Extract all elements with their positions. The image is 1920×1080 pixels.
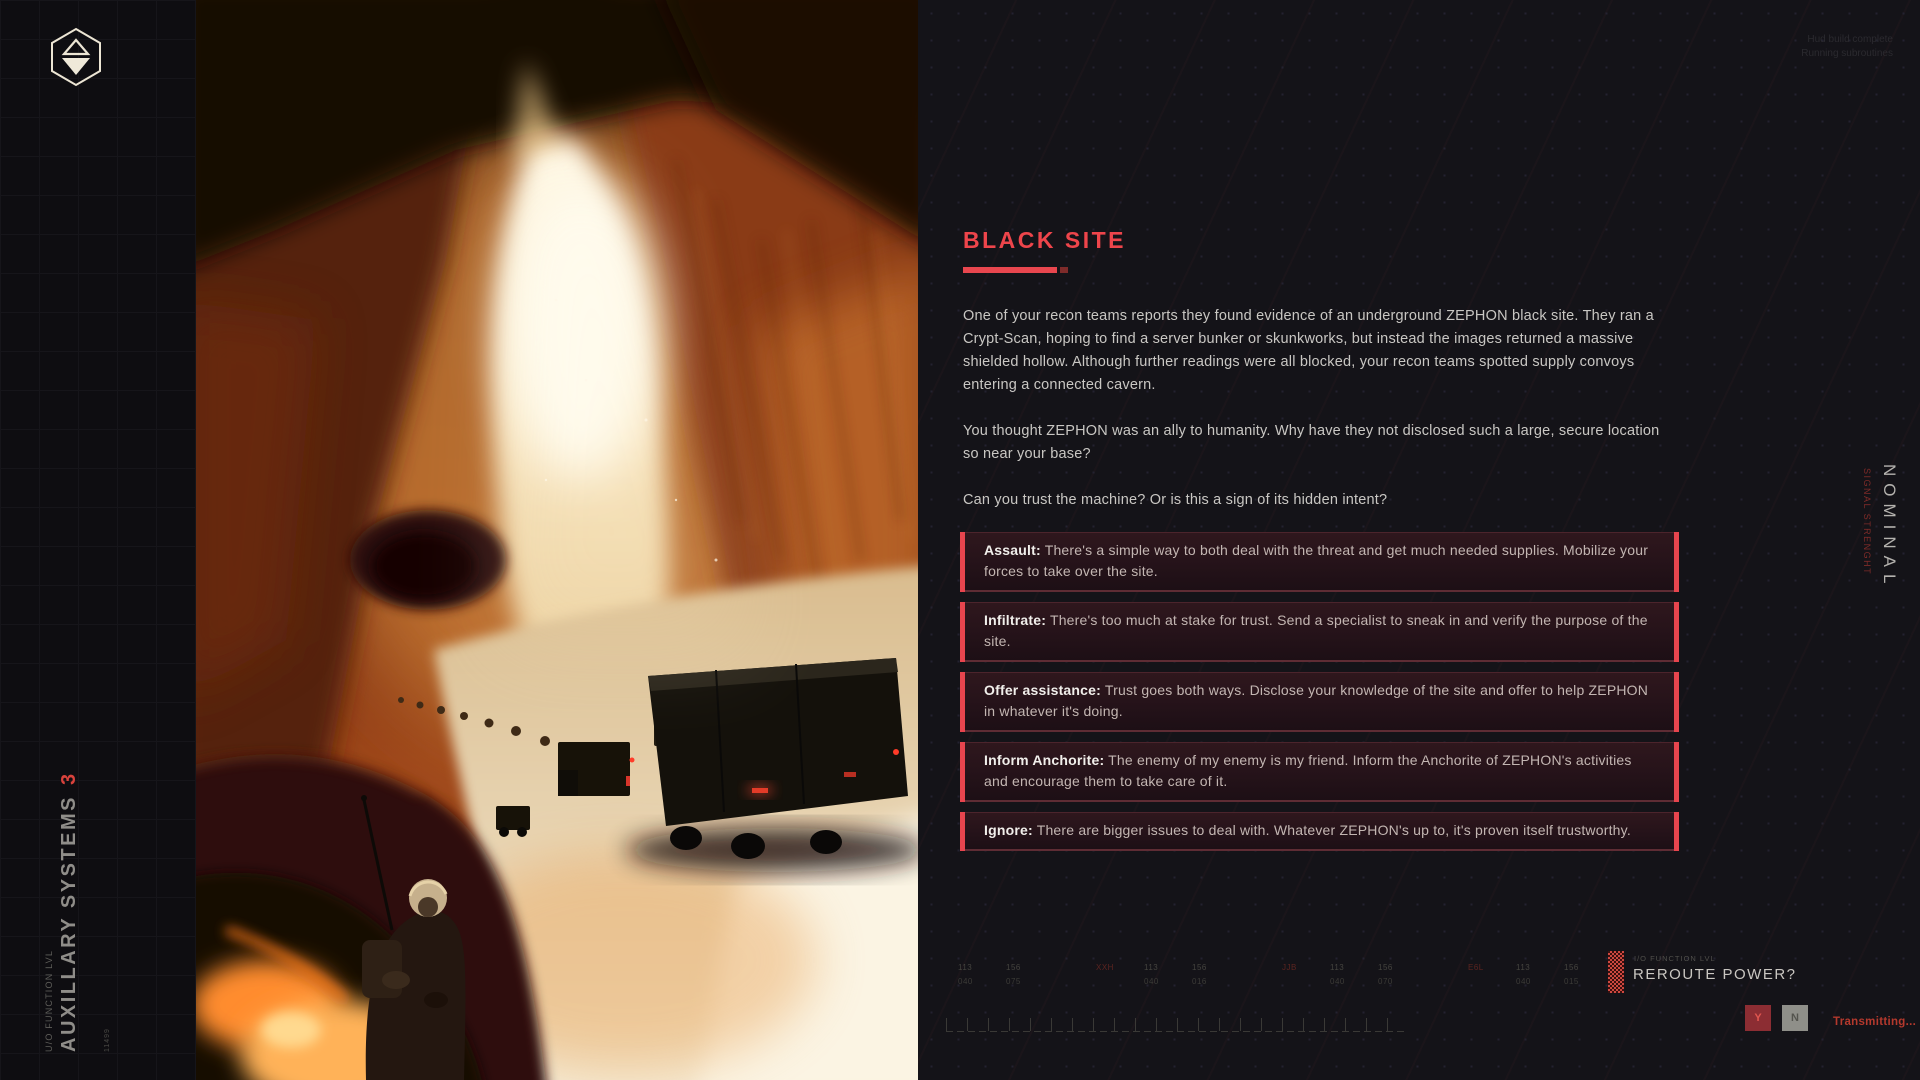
choice-desc: Trust goes both ways. Disclose your knowledge of the site and offer to help ZEPHON in whatever it's doing. [984,682,1649,719]
signal-strength-value: NOMINAL [1880,464,1899,591]
ruler-label: 113 040 [1144,963,1159,986]
choice-label: Offer assistance: [984,682,1102,698]
ruler-label: 156 070 [1378,963,1393,986]
ruler-label: 156 075 [1006,963,1021,986]
transmitting-status: Transmitting... [1833,1016,1917,1028]
choice-label: Infiltrate: [984,612,1047,628]
choice-infiltrate[interactable] [960,602,1679,662]
choice-accent-right [1674,812,1679,851]
choice-accent-right [1674,672,1679,732]
hud-ruler-labels [958,963,1590,986]
event-paragraph: Can you trust the machine? Or is this a sign of its hidden intent? [963,492,1388,508]
choice-accent-left [960,672,965,732]
choice-accent-right [1674,742,1679,802]
choice-accent-right [1674,532,1679,592]
no-key-button[interactable]: N [1782,1005,1808,1031]
choice-assault[interactable] [960,532,1679,592]
choice-accent-left [960,532,965,592]
io-function-mini-label: I/O FUNCTION LVL [1634,954,1716,963]
ruler-code-label: JJB [1282,963,1297,972]
event-content [963,227,1669,512]
choice-accent-left [960,602,965,662]
event-artwork [196,0,918,1080]
title-underline [963,267,1669,273]
yes-key-button[interactable]: Y [1745,1005,1771,1031]
system-status-messages [1801,33,1893,61]
ruler-ticks [946,1018,1404,1031]
ruler-label: 113 040 [1516,963,1531,986]
ruler-label: 156 016 [1192,963,1207,986]
ruler-label: 156 015 [1564,963,1579,986]
choice-desc: The enemy of my enemy is my friend. Inform the Anchorite of ZEPHON's activities and encourage them to take care of it. [984,752,1632,789]
io-function-lvl-label: U/O FUNCTION LVL [44,949,54,1052]
ruler-code-label: E6L [1468,963,1484,972]
choice-label: Inform Anchorite: [984,752,1105,768]
choice-desc: There's too much at stake for trust. Send a specialist to sneak in and verify the purpose of the site. [984,612,1648,649]
ruler-baseline [946,1031,1404,1032]
yes-no-keys [1745,1005,1808,1031]
auxiliary-systems-level: 3 [58,771,80,786]
choice-ignore[interactable] [960,812,1679,851]
faction-hex-hourglass-icon [47,27,105,87]
title-underline-nub [1060,267,1068,273]
title-underline-bar [963,267,1057,273]
ruler-code-label: XXH [1096,963,1114,972]
choice-desc: There's a simple way to both deal with the threat and get much needed supplies. Mobilize your forces to take over the site. [984,542,1649,579]
status-line-1: Hud build complete [1807,34,1893,45]
status-line-2: Running subroutines [1801,48,1893,59]
choice-inform-anchorite[interactable] [960,742,1679,802]
reroute-power-question: REROUTE POWER? [1633,966,1797,983]
serial-number: 11499 [104,1028,111,1052]
choice-offer-assistance[interactable] [960,672,1679,732]
choice-accent-right [1674,602,1679,662]
event-paragraph: One of your recon teams reports they found evidence of an underground ZEPHON black site. They ran a Crypt-Scan, hoping to find a server bunker or skunkworks, but instead the images returned a massive shielded hollow. Although further readings were all blocked, your recon teams spotted supply convoys entering a connected cavern. [963,308,1654,393]
auxiliary-systems-text: AUXILLARY SYSTEMS [58,795,80,1052]
choice-accent-left [960,812,965,851]
ruler-label: 113 040 [958,963,973,986]
choice-label: Assault: [984,542,1041,558]
choice-accent-left [960,742,965,802]
choice-list [960,532,1679,851]
choice-label: Ignore: [984,822,1033,838]
choice-desc: There are bigger issues to deal with. Whatever ZEPHON's up to, it's proven itself trustworthy. [1036,822,1631,838]
signal-strength-label: SIGNAL STRENGHT [1862,468,1872,576]
event-paragraph: You thought ZEPHON was an ally to humanity. Why have they not disclosed such a large, secure location so near your base? [963,423,1660,462]
event-title: BLACK SITE [963,227,1126,253]
hud-ruler [946,1018,1404,1032]
ruler-label: 113 040 [1330,963,1345,986]
auxiliary-systems-label [58,771,81,1052]
left-hud-rail [0,0,196,1080]
power-indicator-bar [1608,951,1624,993]
